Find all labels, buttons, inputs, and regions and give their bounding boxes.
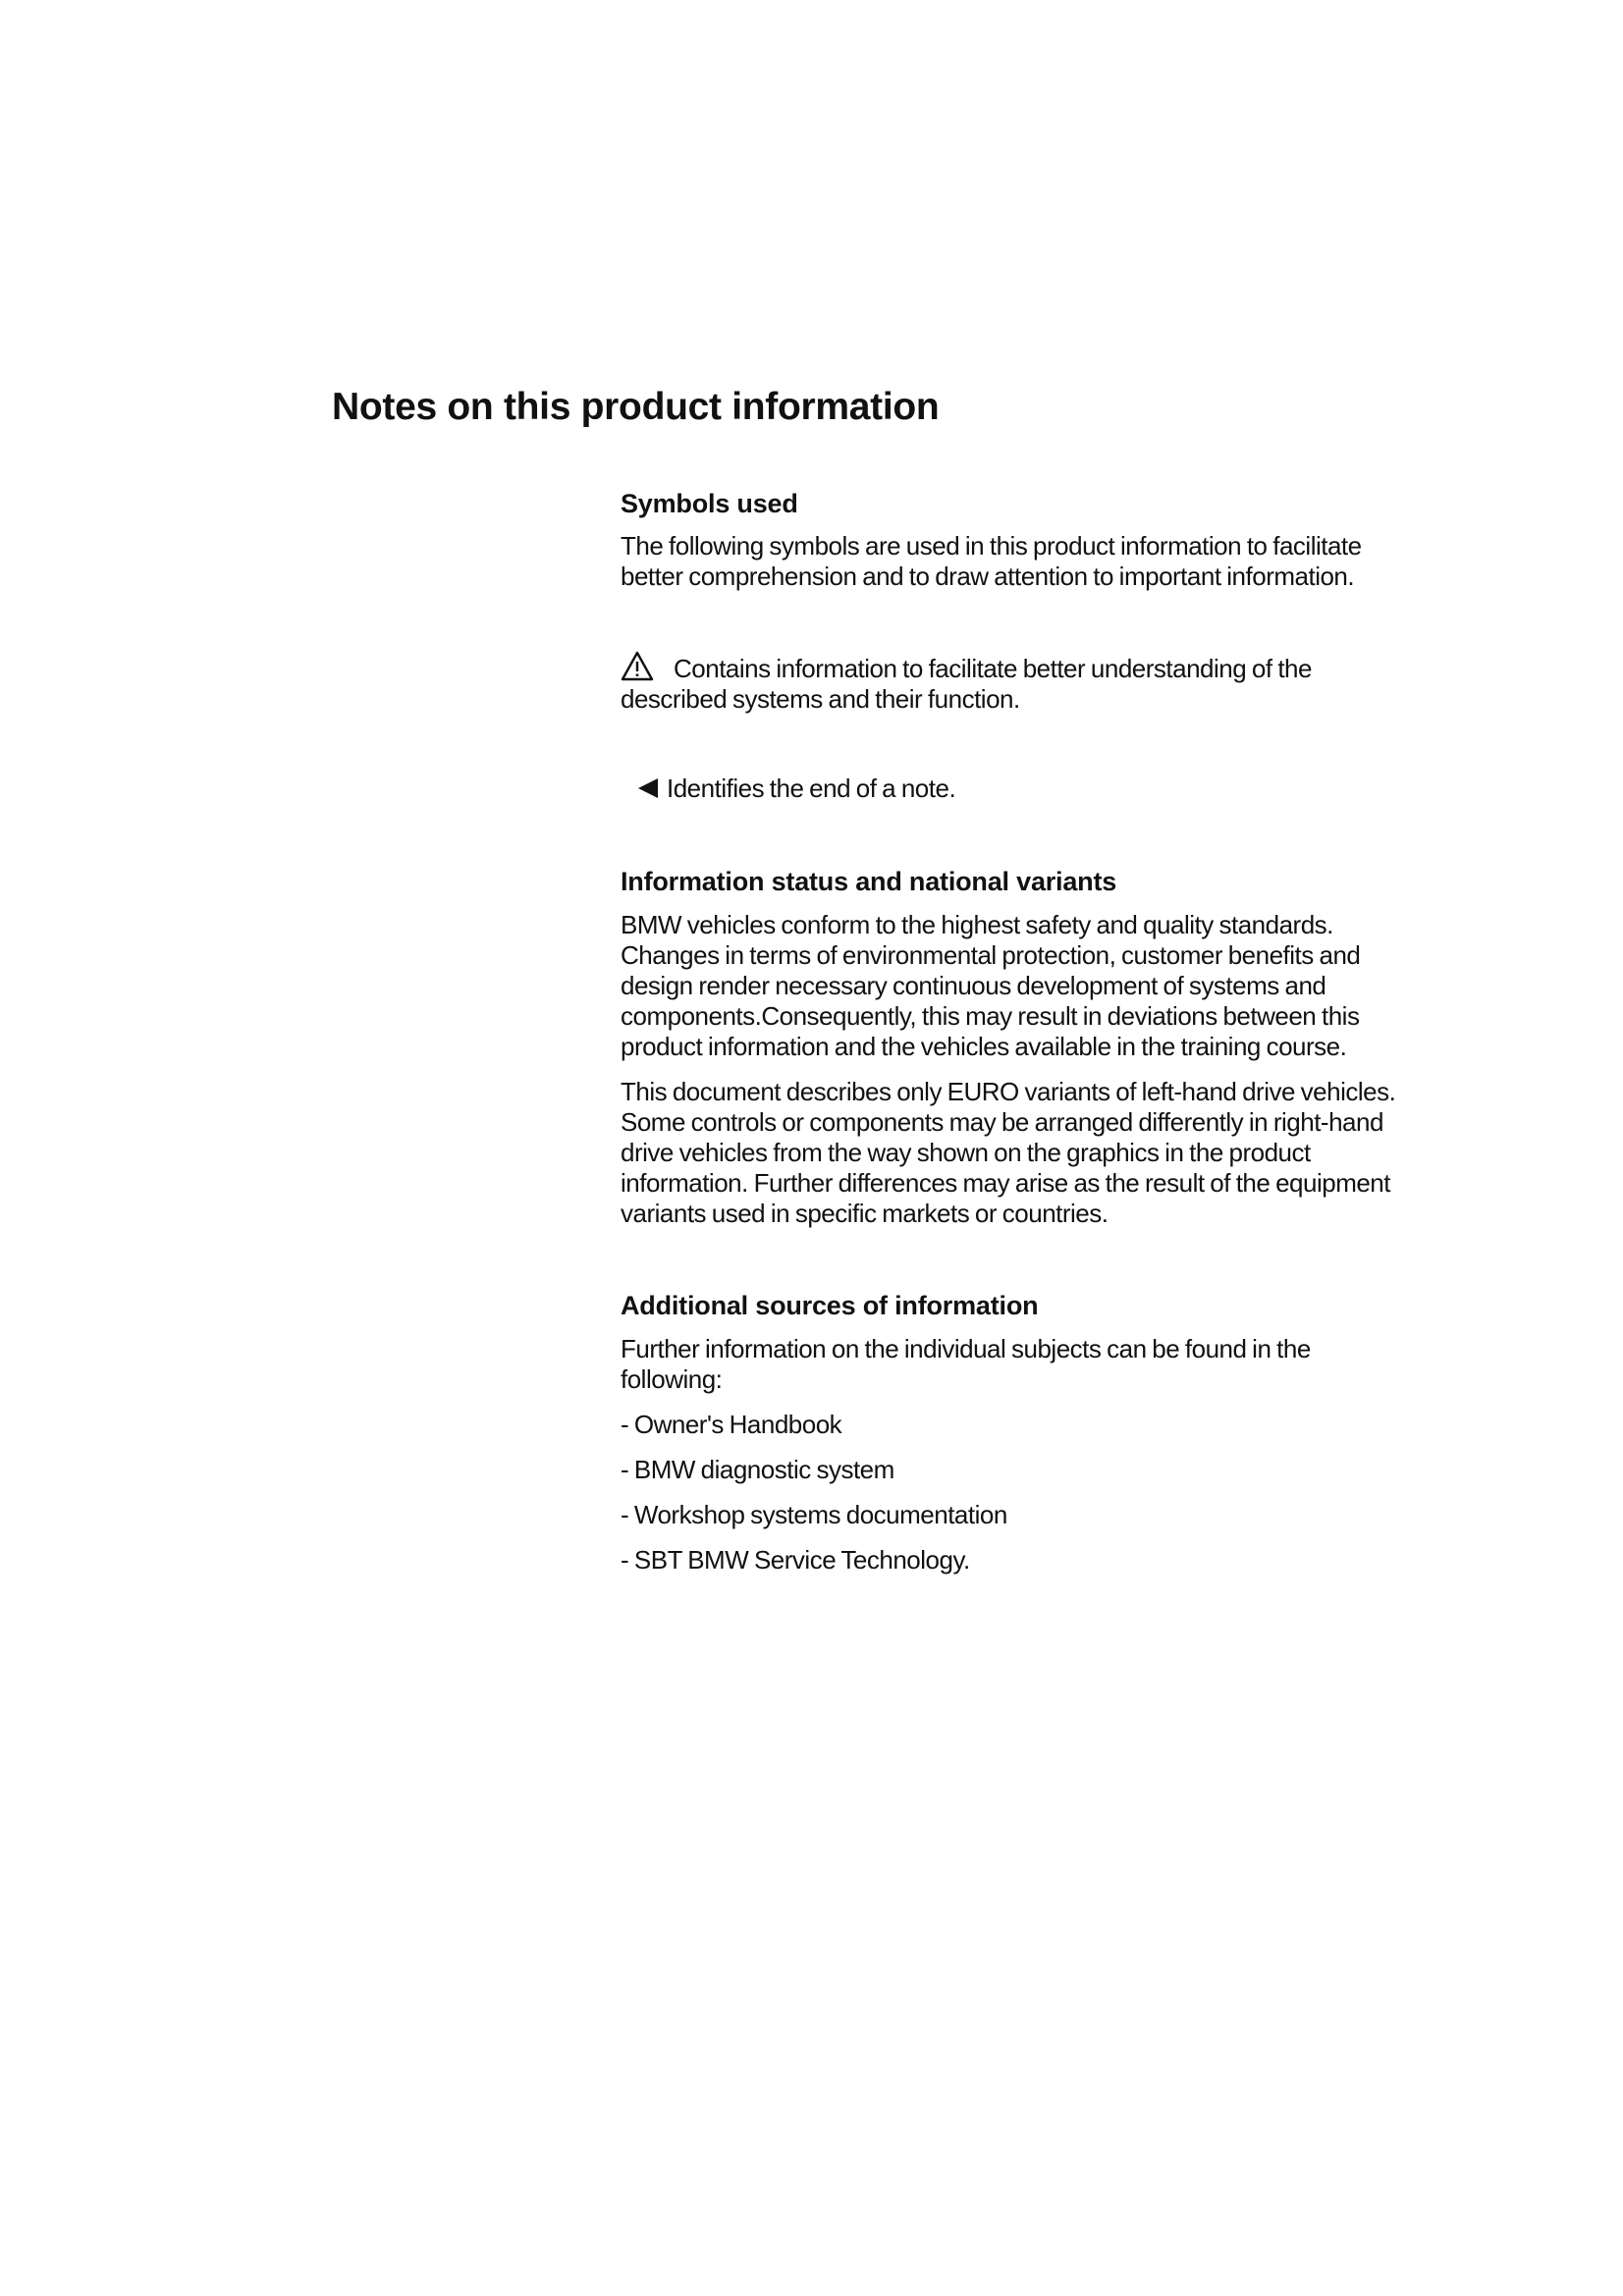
warning-symbol-line <box>621 651 1504 684</box>
left-triangle-icon <box>637 776 659 800</box>
paragraph-line: Some controls or components may be arranged differently in right-hand <box>621 1107 1383 1137</box>
information-status-paragraph-1 <box>621 910 1504 1062</box>
additional-sources-list-item: - BMW diagnostic system <box>621 1455 894 1484</box>
end-of-note-text: Identifies the end of a note. <box>667 774 956 803</box>
paragraph-line: This document describes only EURO variants of left-hand drive vehicles. <box>621 1077 1396 1106</box>
paragraph-line: following: <box>621 1364 723 1394</box>
additional-sources-list-item: - SBT BMW Service Technology. <box>621 1545 970 1575</box>
paragraph-line: variants used in specific markets or countries. <box>621 1199 1109 1228</box>
symbols-used-heading: Symbols used <box>621 489 798 518</box>
warning-symbol-line: described systems and their function. <box>621 684 1020 714</box>
end-of-note-line <box>621 774 1504 804</box>
paragraph-line: Changes in terms of environmental protection, customer benefits and <box>621 940 1361 970</box>
paragraph-line: design render necessary continuous development of systems and <box>621 971 1326 1000</box>
symbols-used-intro-line: better comprehension and to draw attention to important information. <box>621 561 1355 591</box>
paragraph-line: BMW vehicles conform to the highest safety and quality standards. <box>621 910 1333 939</box>
warning-symbol-text: Contains information to facilitate better understanding of the <box>674 654 1312 683</box>
information-status-paragraph-2 <box>621 1077 1504 1229</box>
additional-sources-list-item: - Owner's Handbook <box>621 1410 842 1439</box>
paragraph-line: drive vehicles from the way shown on the graphics in the product <box>621 1138 1311 1167</box>
additional-sources-heading: Additional sources of information <box>621 1291 1039 1320</box>
paragraph-line: components.Consequently, this may result in deviations between this <box>621 1001 1360 1031</box>
paragraph-line: product information and the vehicles available in the training course. <box>621 1032 1347 1061</box>
paragraph-line: Further information on the individual subjects can be found in the <box>621 1334 1311 1363</box>
page-title: Notes on this product information <box>332 386 940 428</box>
symbols-used-intro-line: The following symbols are used in this product information to facilitate <box>621 531 1362 561</box>
warning-triangle-icon <box>621 651 654 681</box>
additional-sources-list-item: - Workshop systems documentation <box>621 1500 1007 1529</box>
information-status-heading: Information status and national variants <box>621 867 1117 896</box>
end-of-note-symbol <box>621 774 1504 804</box>
warning-symbol-note <box>621 651 1504 715</box>
additional-sources-intro <box>621 1334 1504 1395</box>
paragraph-line: information. Further differences may arise as the result of the equipment <box>621 1168 1390 1198</box>
symbols-used-intro <box>621 531 1504 592</box>
